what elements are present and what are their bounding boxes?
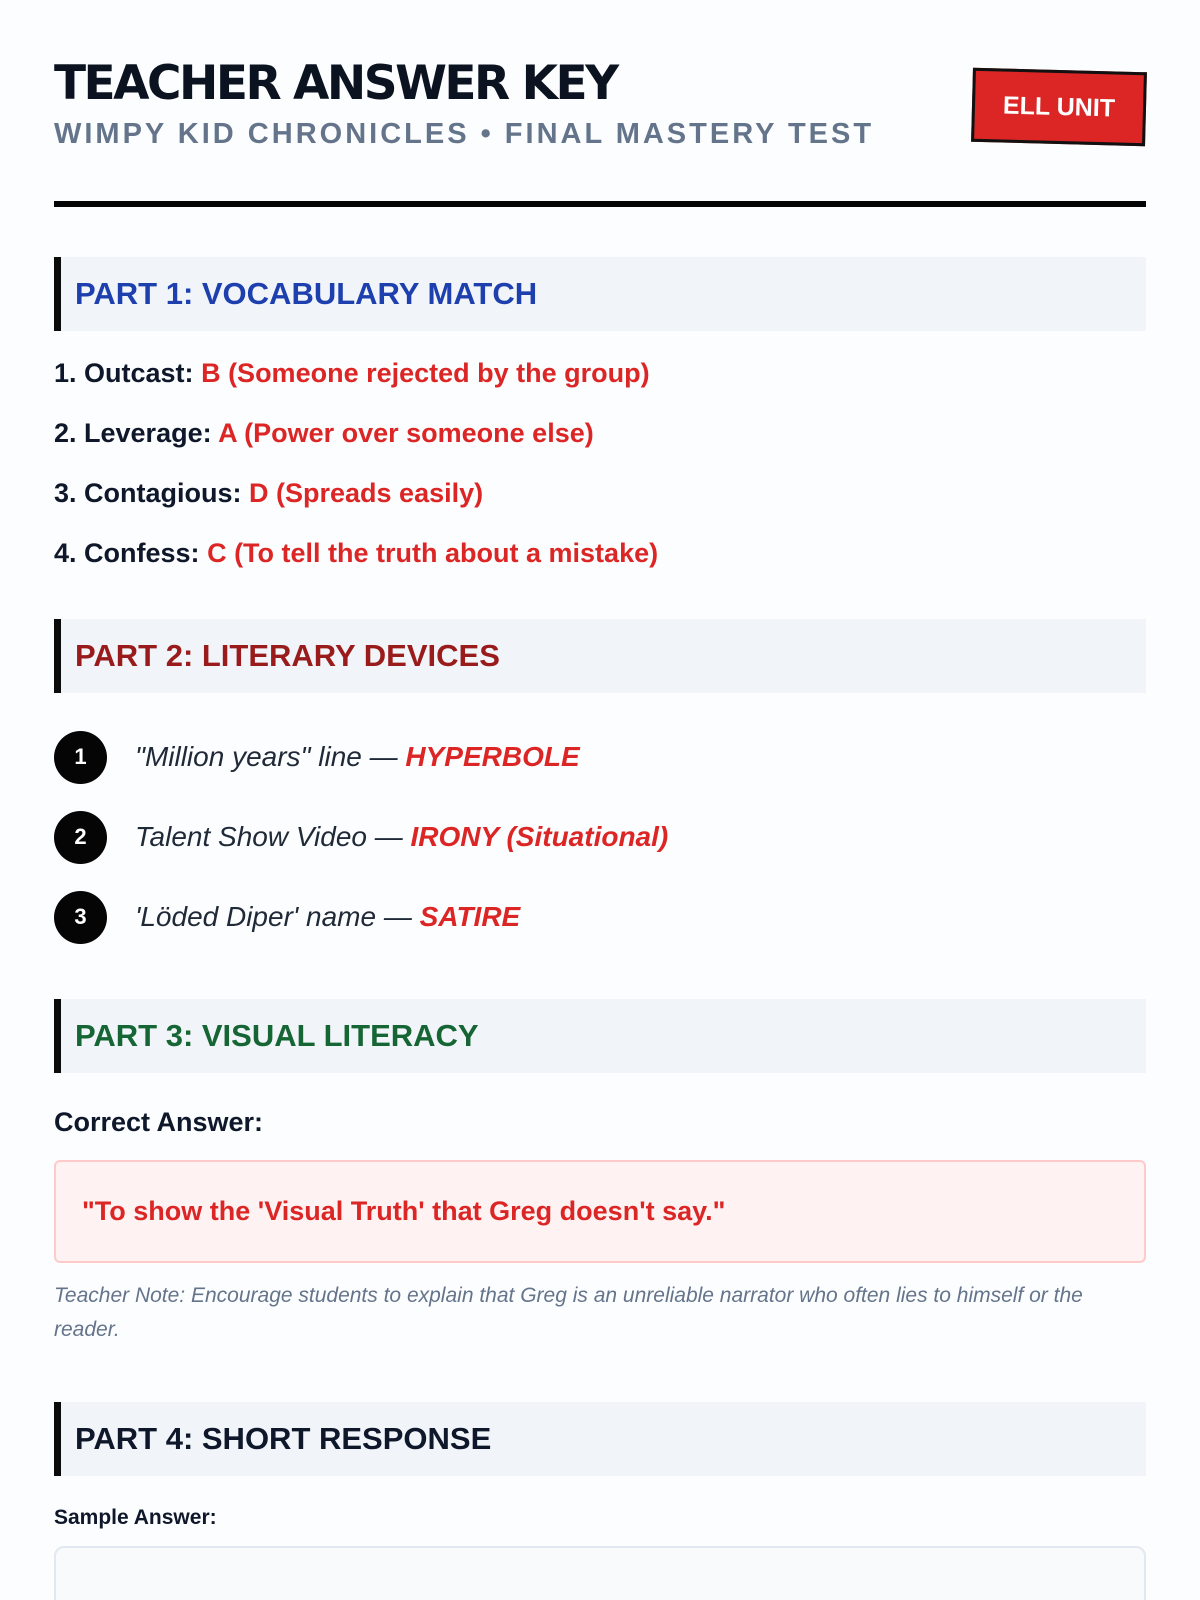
vocab-term: 2. Leverage: xyxy=(54,418,212,448)
correct-answer-label: Correct Answer: xyxy=(54,1107,264,1137)
device-prompt: "Million years" line — xyxy=(135,741,406,772)
sample-answer-label: Sample Answer: xyxy=(54,1506,217,1529)
page-title: TEACHER ANSWER KEY xyxy=(54,56,617,111)
part2-heading: PART 2: LITERARY DEVICES xyxy=(54,619,1146,693)
device-item xyxy=(54,797,1146,877)
device-item xyxy=(54,717,1146,797)
device-answer: IRONY (Situational) xyxy=(410,821,669,852)
part3-section xyxy=(54,999,1146,1347)
device-item xyxy=(54,877,1146,957)
vocab-item xyxy=(54,357,1146,417)
vocab-answer: C (To tell the truth about a mistake) xyxy=(207,538,659,568)
teacher-note: Teacher Note: Encourage students to explain that Greg is an unreliable narrator who often lies to himself or the reader. xyxy=(54,1284,1083,1341)
vocab-term: 4. Confess: xyxy=(54,538,200,568)
vocab-list xyxy=(54,357,1146,597)
part2-section xyxy=(54,619,1146,957)
unit-stamp-badge: ELL UNIT xyxy=(971,68,1147,147)
number-badge: 3 xyxy=(54,891,107,944)
part3-heading: PART 3: VISUAL LITERACY xyxy=(54,999,1146,1073)
vocab-item xyxy=(54,477,1146,537)
device-answer: SATIRE xyxy=(419,901,521,932)
vocab-term: 1. Outcast: xyxy=(54,358,194,388)
part1-section xyxy=(54,257,1146,597)
device-list xyxy=(54,717,1146,957)
vocab-term: 3. Contagious: xyxy=(54,478,242,508)
vocab-answer: D (Spreads easily) xyxy=(249,478,484,508)
page-subtitle: WIMPY KID CHRONICLES • FINAL MASTERY TEST xyxy=(54,118,875,150)
part4-section xyxy=(54,1402,1146,1600)
device-prompt: 'Löded Diper' name — xyxy=(135,901,420,932)
part4-heading: PART 4: SHORT RESPONSE xyxy=(54,1402,1146,1476)
device-prompt: Talent Show Video — xyxy=(135,821,411,852)
vocab-answer: A (Power over someone else) xyxy=(218,418,594,448)
correct-answer-box: "To show the 'Visual Truth' that Greg doesn't say." xyxy=(54,1160,1146,1263)
part1-heading: PART 1: VOCABULARY MATCH xyxy=(54,257,1146,331)
vocab-answer: B (Someone rejected by the group) xyxy=(201,358,650,388)
number-badge: 2 xyxy=(54,811,107,864)
vocab-item xyxy=(54,537,1146,597)
vocab-item xyxy=(54,417,1146,477)
device-answer: HYPERBOLE xyxy=(405,741,580,772)
sample-answer-box xyxy=(54,1546,1146,1600)
number-badge: 1 xyxy=(54,731,107,784)
page-header xyxy=(54,0,1146,207)
